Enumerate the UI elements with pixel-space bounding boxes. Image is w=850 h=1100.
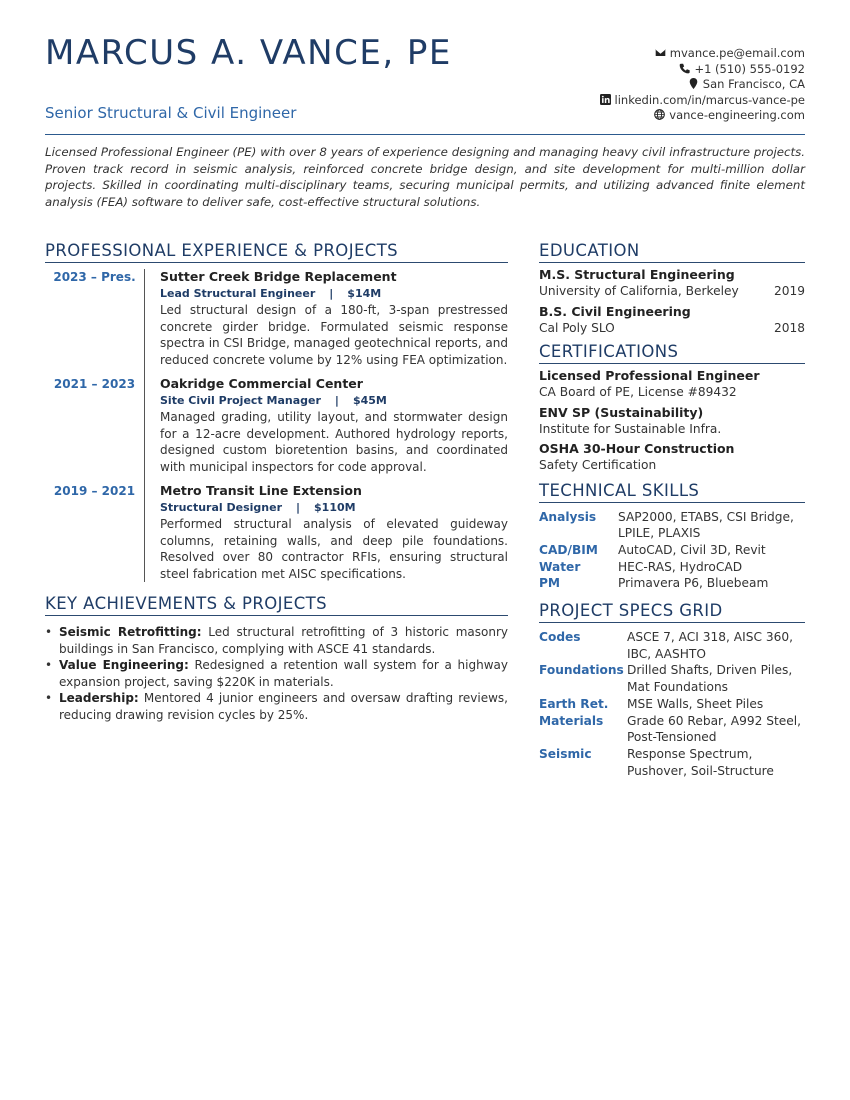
project-role — [160, 499, 508, 516]
spec-values: ASCE 7, ACI 318, AISC 360, IBC, AASHTO — [627, 630, 793, 661]
degree: M.S. Structural Engineering — [539, 267, 735, 282]
school: University of California, Berkeley — [539, 284, 739, 298]
experience-date: 2023 – Pres. — [45, 269, 145, 376]
education-item — [539, 267, 805, 300]
header — [45, 33, 805, 135]
email-text: mvance.pe@email.com — [669, 46, 805, 60]
map-pin-icon — [688, 78, 699, 89]
certifications-heading: CERTIFICATIONS — [539, 342, 805, 364]
skill-values: AutoCAD, Civil 3D, Revit — [618, 542, 766, 557]
graduation-year: 2019 — [773, 284, 805, 298]
website-text: vance-engineering.com — [669, 108, 805, 122]
project-role — [160, 285, 508, 302]
experience-item — [45, 376, 508, 483]
skill-category: Analysis — [539, 509, 597, 524]
spec-values: MSE Walls, Sheet Piles — [627, 696, 764, 711]
certification-issuer: CA Board of PE, License #89432 — [539, 385, 737, 399]
spec-category: Foundations — [539, 663, 624, 678]
role-separator: | — [329, 287, 334, 300]
job-title: Senior Structural & Civil Engineer — [45, 104, 297, 122]
spec-values: Drilled Shafts, Driven Piles, Mat Foundations — [627, 663, 793, 695]
certification-name: OSHA 30-Hour Construction — [539, 441, 735, 456]
achievement-text: Redesigned a retention wall system for a highway expansion project, saving $220K in materials. — [59, 658, 508, 689]
certification-name: Licensed Professional Engineer — [539, 368, 760, 383]
project-title: Oakridge Commercial Center — [160, 376, 363, 391]
skills-heading: TECHNICAL SKILLS — [539, 481, 805, 503]
location-text: San Francisco, CA — [702, 77, 805, 91]
achievement-item — [45, 690, 508, 723]
skill-row — [539, 559, 805, 576]
spec-row — [539, 746, 805, 779]
graduation-year: 2018 — [773, 320, 805, 335]
achievement-item — [45, 624, 508, 657]
role-title: Structural Designer — [160, 501, 282, 514]
spec-category: Earth Ret. — [539, 696, 609, 711]
experience-date: 2019 – 2021 — [45, 483, 145, 582]
role-title: Lead Structural Engineer — [160, 287, 316, 300]
skill-row — [539, 542, 805, 559]
spec-values: Grade 60 Rebar, A992 Steel, Post-Tensioned — [627, 713, 802, 745]
skill-category: Water — [539, 559, 581, 574]
left-column — [45, 241, 508, 723]
education-heading: EDUCATION — [539, 241, 805, 263]
linkedin-text: linkedin.com/in/marcus-vance-pe — [614, 92, 805, 107]
envelope-icon — [655, 47, 666, 58]
contact-location — [600, 77, 805, 93]
project-description: Performed structural analysis of elevated guideway columns, retaining walls, and deep pile foundations. Resolved over 80 contractor RFIs, ensuring structural steel fabrication met AISC specifications. — [160, 517, 508, 581]
education-item — [539, 304, 805, 337]
spec-row — [539, 713, 805, 746]
phone-icon — [679, 63, 690, 74]
certification-name: ENV SP (Sustainability) — [539, 404, 704, 420]
achievements-heading: KEY ACHIEVEMENTS & PROJECTS — [45, 594, 508, 616]
certification-item — [539, 441, 805, 474]
role-separator: | — [296, 501, 301, 514]
degree: B.S. Civil Engineering — [539, 303, 691, 319]
project-title: Sutter Creek Bridge Replacement — [160, 269, 397, 284]
project-description: Led structural design of a 180-ft, 3-span prestressed concrete girder bridge. Formulated seismic response spectra in CSI Bridge, managed geotechnical reports, and reduced concrete volume by 12% using FEA optimization. — [160, 303, 508, 367]
skill-category: CAD/BIM — [539, 542, 598, 557]
project-role — [160, 392, 508, 409]
role-title: Site Civil Project Manager — [160, 394, 321, 407]
achievement-label: Leadership: — [59, 691, 139, 705]
phone-text: +1 (510) 555-0192 — [694, 61, 805, 76]
spec-category: Materials — [539, 713, 604, 728]
contact-phone[interactable] — [600, 62, 805, 78]
contact-website[interactable] — [600, 108, 805, 124]
spec-values: Response Spectrum, Pushover, Soil-Structure — [627, 746, 774, 778]
spec-category: Seismic — [539, 746, 592, 761]
experience-item — [45, 269, 508, 376]
project-budget: $45M — [352, 394, 387, 407]
achievement-text: Led structural retrofitting of 3 historic masonry buildings in San Francisco, complying with ASCE 41 standards. — [59, 625, 508, 656]
spec-row — [539, 629, 805, 662]
spec-row — [539, 696, 805, 713]
certification-item — [539, 405, 805, 438]
achievement-label: Seismic Retrofitting: — [59, 625, 202, 639]
role-separator: | — [334, 394, 339, 407]
achievement-text: Mentored 4 junior engineers and oversaw drafting reviews, reducing drawing revision cycles by 25%. — [59, 691, 508, 722]
contact-info — [600, 46, 805, 124]
skill-values: Primavera P6, Bluebeam — [618, 576, 769, 591]
skill-values: HEC-RAS, HydroCAD — [618, 559, 743, 574]
certification-issuer: Institute for Sustainable Infra. — [539, 421, 722, 436]
school: Cal Poly SLO — [539, 320, 615, 335]
achievement-label: Value Engineering: — [59, 658, 189, 672]
experience-heading: PROFESSIONAL EXPERIENCE & PROJECTS — [45, 241, 508, 263]
certification-item — [539, 368, 805, 401]
candidate-name: MARCUS A. VANCE, PE — [45, 33, 452, 73]
project-description: Managed grading, utility layout, and stormwater design for a 12-acre development. Authored hydrology reports, designed custom bioretention basins, and coordinated with municipal inspectors for code approval. — [160, 410, 508, 474]
linkedin-icon — [600, 94, 611, 105]
skill-row — [539, 509, 805, 542]
skill-values: SAP2000, ETABS, CSI Bridge, LPILE, PLAXIS — [618, 509, 794, 541]
resume-page — [45, 33, 805, 778]
contact-linkedin[interactable] — [600, 93, 805, 109]
project-budget: $14M — [347, 287, 382, 300]
right-column — [539, 241, 805, 779]
spec-category: Codes — [539, 630, 581, 645]
spec-row — [539, 662, 805, 695]
experience-item — [45, 483, 508, 582]
specs-grid — [539, 629, 805, 779]
achievement-item — [45, 657, 508, 690]
skills-table — [539, 509, 805, 593]
certification-issuer: Safety Certification — [539, 458, 657, 472]
skill-row — [539, 575, 805, 592]
achievements-list — [45, 624, 508, 723]
contact-email[interactable] — [600, 46, 805, 62]
professional-summary: Licensed Professional Engineer (PE) with over 8 years of experience designing and managing heavy civil infrastructure projects. Proven track record in seismic analysis, reinforced concrete bridge design, and site development for multi-million dollar projects. Skilled in coordinating multi-disciplinary teams, securing municipal permits, and utilizing advanced finite element analysis (FEA) software to deliver safe, cost-effective structural solutions. — [45, 145, 805, 210]
specs-heading: PROJECT SPECS GRID — [539, 601, 805, 623]
project-budget: $110M — [314, 501, 356, 514]
experience-date: 2021 – 2023 — [45, 376, 145, 483]
globe-icon — [654, 109, 665, 120]
project-title: Metro Transit Line Extension — [160, 483, 362, 498]
skill-category: PM — [539, 576, 561, 591]
experience-timeline — [45, 269, 508, 582]
